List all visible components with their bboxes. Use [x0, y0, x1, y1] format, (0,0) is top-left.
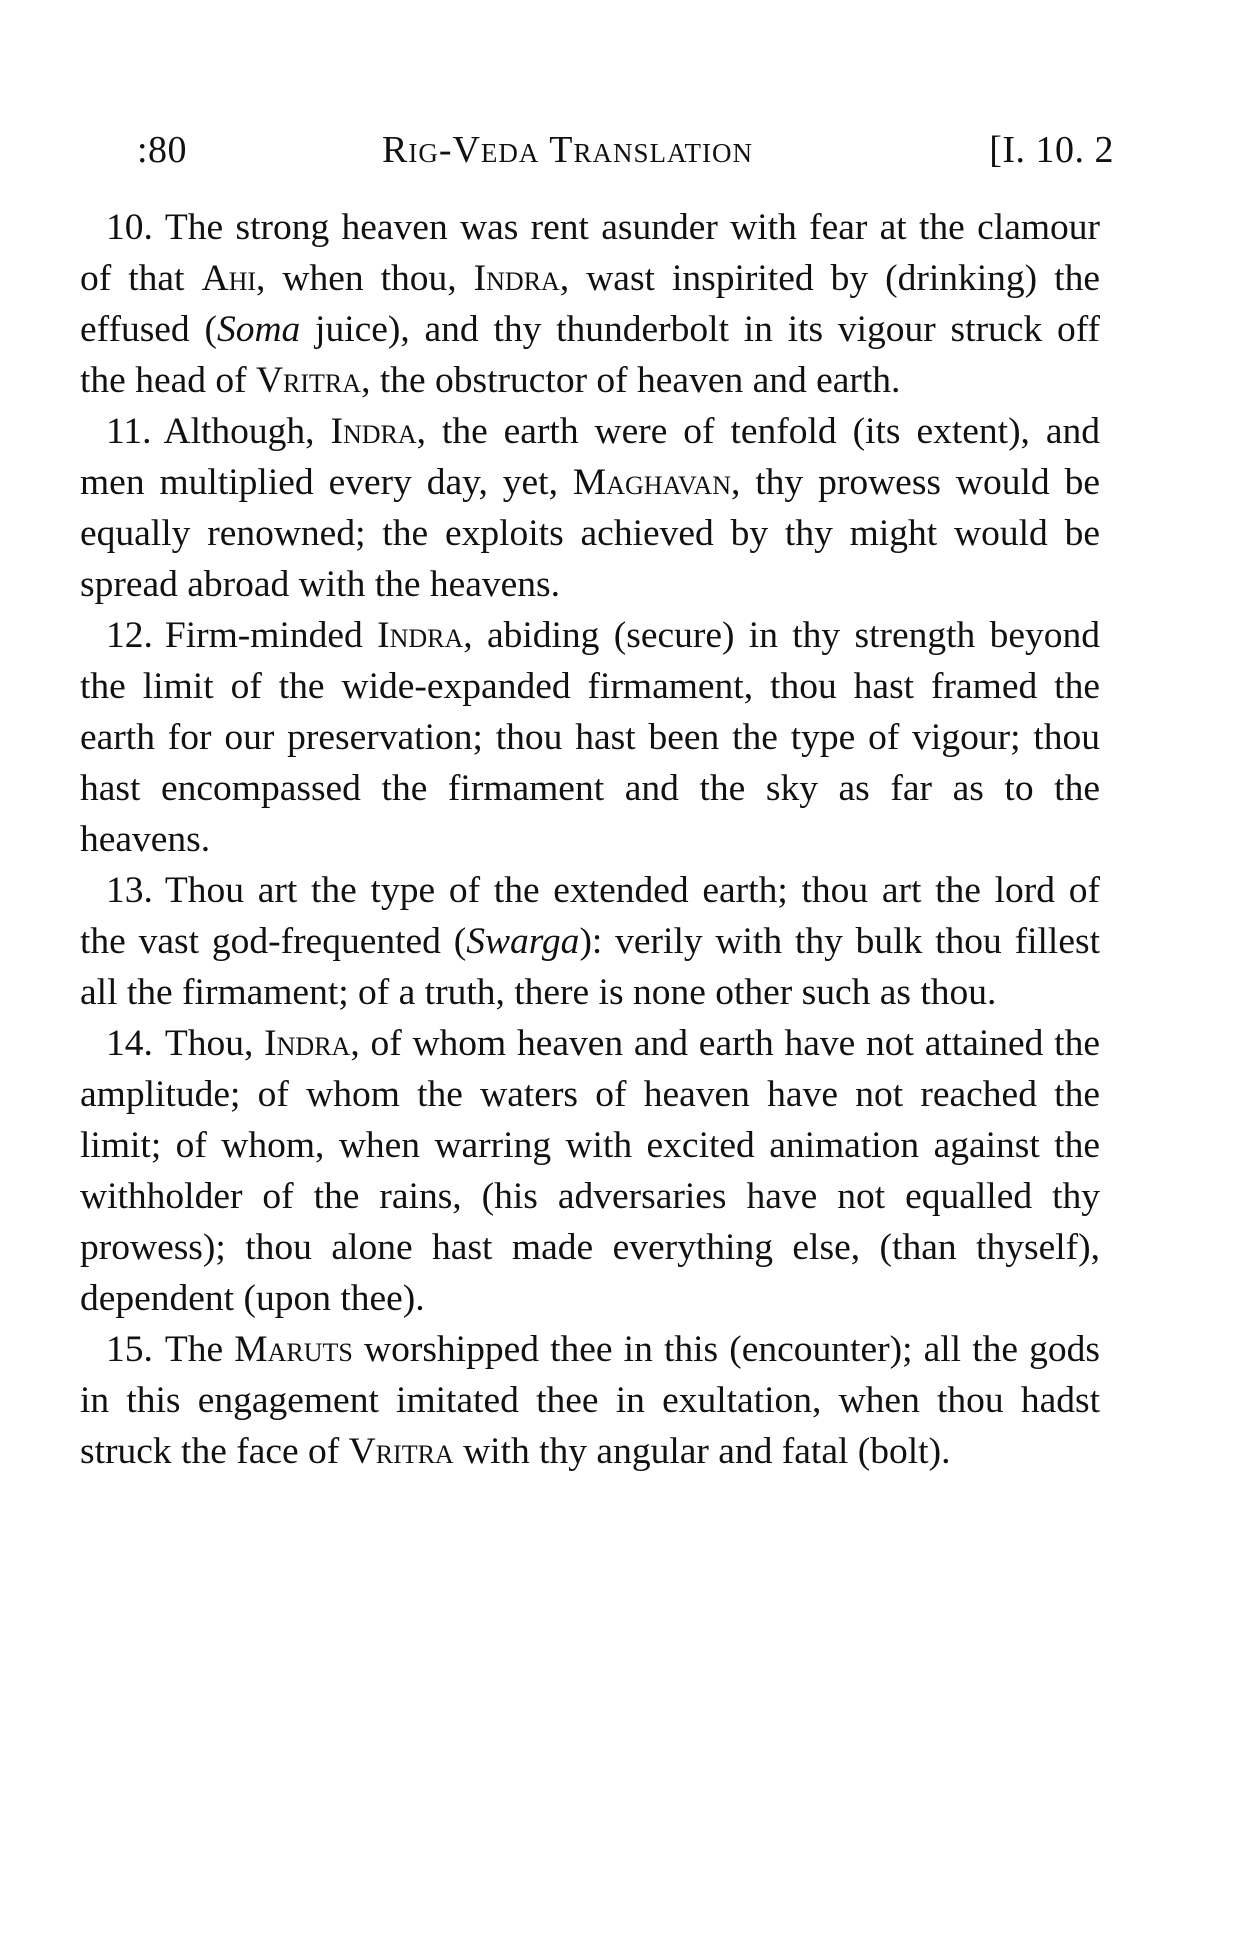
proper-name: Indra	[264, 1023, 351, 1064]
verse-text: Thou,	[164, 1023, 265, 1064]
verse-text: with thy angular and fatal (bolt).	[453, 1431, 951, 1472]
verse-text: , abiding (secure) in thy strength beyond the limit of the wide-expanded firmament, thou hast framed the earth for our preservation; thou hast been the type of vigour; thou hast encompassed the firmament and the sky as far as to the heavens.	[80, 615, 1100, 860]
verse-text: juice), and thy thunderbolt in its vigour struck off the head of	[80, 309, 1101, 401]
verse-text: , thy prowess would be equally renowned; the exploits achieved by thy might would be spread abroad with the heavens.	[80, 462, 1100, 605]
verse-text: worshipped thee in this (encounter); all the gods in this engagement imitated thee in exultation, when thou hadst struck the face of	[80, 1329, 1100, 1472]
verse-paragraph	[80, 1018, 1100, 1324]
verse-paragraph	[80, 406, 1100, 610]
proper-name: Vritra	[255, 360, 362, 401]
verse-number: 13.	[106, 870, 153, 911]
proper-name: Maghavan	[572, 462, 731, 503]
proper-name: Indra	[330, 411, 417, 452]
running-title: Rig-Veda Translation	[382, 129, 753, 171]
verse-text: , the obstructor of heaven and earth.	[361, 360, 901, 401]
running-head	[137, 128, 1114, 178]
verse-body	[80, 202, 1100, 1477]
verse-number: 15.	[106, 1329, 153, 1370]
verse-number: 14.	[106, 1023, 153, 1064]
verse-text: Firm-minded	[164, 615, 378, 656]
verse-text: ): verily with thy bulk thou fillest all the firmament; of a truth, there is none other such as thou.	[80, 921, 1101, 1013]
page-number: :80	[137, 129, 188, 171]
proper-name: Indra	[377, 615, 464, 656]
verse-text: Although,	[163, 411, 331, 452]
verse-text: Thou art the type of the extended earth; thou art the lord of the vast god-frequented (	[80, 870, 1100, 962]
proper-name: Indra	[473, 258, 560, 299]
proper-name: Vritra	[348, 1431, 454, 1472]
verse-paragraph	[80, 865, 1100, 1018]
verse-text: , wast inspirited by (drinking) the effused (	[80, 258, 1100, 350]
verse-paragraph	[80, 202, 1100, 406]
verse-paragraph	[80, 1324, 1100, 1477]
verse-text: The strong heaven was rent asunder with fear at the clamour of that	[80, 207, 1100, 299]
verse-text: The	[164, 1329, 235, 1370]
section-reference: [I. 10. 2	[989, 129, 1114, 171]
verse-text: , the earth were of tenfold (its extent), and men multiplied every day, yet,	[80, 411, 1100, 503]
verse-text: , when thou,	[256, 258, 474, 299]
proper-name: Ahi	[201, 258, 257, 299]
verse-number: 10.	[106, 207, 153, 248]
verse-paragraph	[80, 610, 1100, 865]
verse-number: 12.	[106, 615, 153, 656]
italic-term: Soma	[216, 309, 301, 350]
italic-term: Swarga	[466, 921, 580, 962]
verse-text: , of whom heaven and earth have not attained the amplitude; of whom the waters of heaven have not reached the limit; of whom, when warring with excited animation against the withholder of the rains, (his adversaries have not equalled thy prowess); thou alone hast made everything else, (than thyself), dependent (upon thee).	[80, 1023, 1100, 1319]
verse-number: 11.	[106, 411, 152, 452]
proper-name: Maruts	[234, 1329, 353, 1370]
